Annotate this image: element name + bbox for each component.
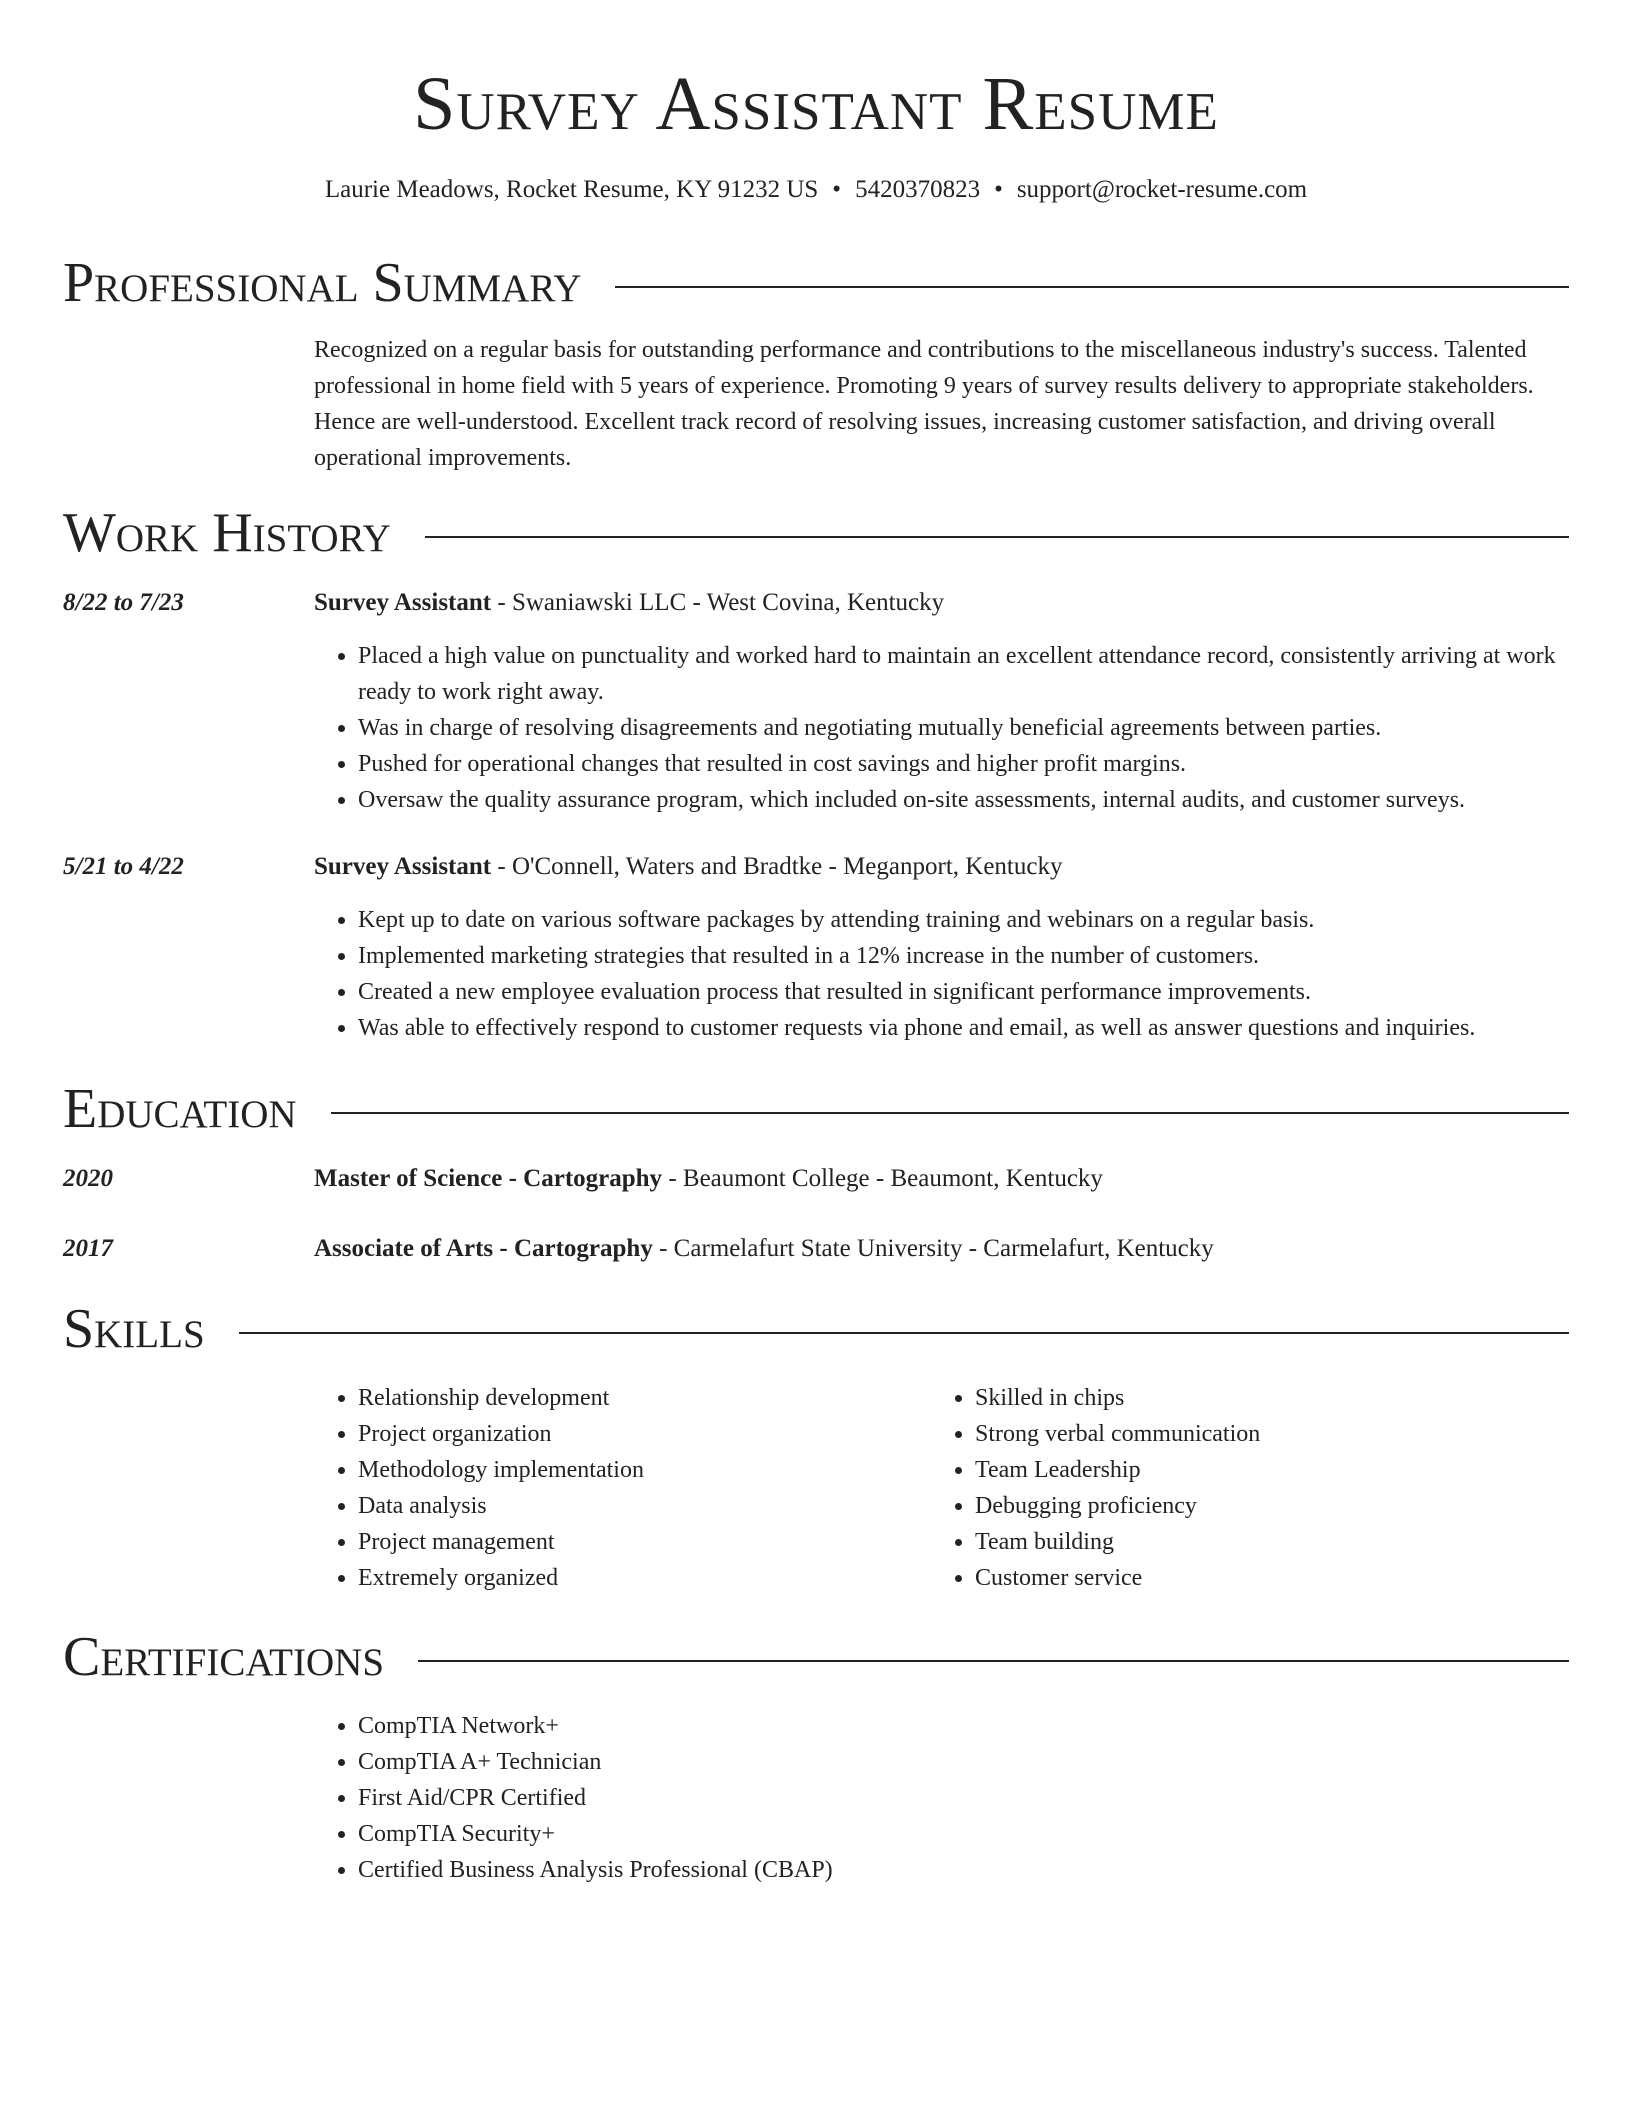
- education-year: 2020: [63, 1165, 113, 1192]
- skill-item: • Extremely organized: [358, 1560, 931, 1596]
- education-entry: [63, 1232, 1569, 1266]
- skill-item: • Data analysis: [358, 1488, 931, 1524]
- skill-item: • Strong verbal communication: [975, 1416, 1548, 1452]
- certification-item: • CompTIA A+ Technician: [358, 1744, 1569, 1780]
- education-details: - Beaumont College - Beaumont, Kentucky: [662, 1165, 1103, 1192]
- job-entry: [63, 586, 1569, 818]
- job-bullets: [314, 902, 1569, 1046]
- job-bullet: • Oversaw the quality assurance program, which included on-site assessments, internal audits, and customer surveys.: [358, 782, 1569, 818]
- section-heading-text: Professional Summary: [63, 252, 582, 314]
- section-professional-summary: [63, 250, 1569, 476]
- section-divider: [425, 536, 1569, 538]
- skills-column-right: [931, 1380, 1548, 1596]
- job-details: - Swaniawski LLC - West Covina, Kentucky: [491, 589, 945, 616]
- skill-item: • Project organization: [358, 1416, 931, 1452]
- skill-item: • Team Leadership: [975, 1452, 1548, 1488]
- summary-text: Recognized on a regular basis for outstanding performance and contributions to the miscellaneous industry's success. Talented professional in home field with 5 years of experience. Promoting 9 years of survey results delivery to appropriate stakeholders. Hence are well-understood. Excellent track record of resolving issues, increasing customer satisfaction, and driving overall operational improvements.: [314, 337, 1534, 471]
- job-bullet: • Was able to effectively respond to customer requests via phone and email, as well as answer questions and inquiries.: [358, 1010, 1569, 1046]
- contact-phone: 5420370823: [855, 176, 981, 203]
- certifications-list: [314, 1708, 1569, 1888]
- skill-item: • Project management: [358, 1524, 931, 1560]
- education-body: [314, 1162, 1569, 1196]
- job-bullet: • Created a new employee evaluation process that resulted in significant performance improvements.: [358, 974, 1569, 1010]
- section-heading: [63, 250, 1569, 316]
- education-body: [314, 1232, 1569, 1266]
- education-details: - Carmelafurt State University - Carmelafurt, Kentucky: [652, 1235, 1214, 1262]
- section-heading-text: Education: [63, 1078, 297, 1140]
- contact-email: support@rocket-resume.com: [1016, 176, 1308, 203]
- certification-item: • First Aid/CPR Certified: [358, 1780, 1569, 1816]
- education-year: 2017: [63, 1235, 113, 1262]
- job-heading: [314, 586, 1569, 620]
- section-divider: [331, 1112, 1569, 1114]
- job-bullet: • Placed a high value on punctuality and worked hard to maintain an excellent attendance record, consistently arriving at work ready to work right away.: [358, 638, 1569, 710]
- resume-title: Survey Assistant Resume: [413, 62, 1219, 146]
- certification-item: • Certified Business Analysis Professional (CBAP): [358, 1852, 1569, 1888]
- section-heading: [63, 1624, 1569, 1690]
- job-heading: [314, 850, 1569, 884]
- contact-line: [0, 174, 1632, 206]
- skill-item: • Team building: [975, 1524, 1548, 1560]
- section-divider: [418, 1660, 1569, 1662]
- section-work-history: [63, 500, 1569, 1046]
- skill-item: • Customer service: [975, 1560, 1548, 1596]
- skill-item: • Methodology implementation: [358, 1452, 931, 1488]
- section-heading: [63, 1296, 1569, 1362]
- section-heading-text: Skills: [63, 1298, 205, 1360]
- skill-item: • Skilled in chips: [975, 1380, 1548, 1416]
- job-entry: [63, 850, 1569, 1046]
- job-bullet: • Kept up to date on various software packages by attending training and webinars on a regular basis.: [358, 902, 1569, 938]
- job-bullets: [314, 638, 1569, 818]
- education-entry: [63, 1162, 1569, 1196]
- section-heading-text: Certifications: [63, 1626, 385, 1688]
- section-divider: [615, 286, 1569, 288]
- job-dates: 5/21 to 4/22: [63, 853, 184, 880]
- section-heading-text: Work History: [63, 502, 391, 564]
- job-bullet: • Pushed for operational changes that resulted in cost savings and higher profit margins.: [358, 746, 1569, 782]
- section-heading: [63, 1076, 1569, 1142]
- skills-list: [314, 1380, 1569, 1596]
- section-certifications: [63, 1624, 1569, 1888]
- certification-item: • CompTIA Network+: [358, 1708, 1569, 1744]
- job-details: - O'Connell, Waters and Bradtke - Meganport, Kentucky: [491, 853, 1063, 880]
- section-divider: [239, 1332, 1569, 1334]
- section-skills: [63, 1296, 1569, 1596]
- skill-item: • Relationship development: [358, 1380, 931, 1416]
- skills-column-left: [314, 1380, 931, 1596]
- job-body: [314, 586, 1569, 818]
- job-title: Survey Assistant: [314, 589, 492, 616]
- job-bullet: • Was in charge of resolving disagreements and negotiating mutually beneficial agreements between parties.: [358, 710, 1569, 746]
- job-bullet: • Implemented marketing strategies that resulted in a 12% increase in the number of customers.: [358, 938, 1569, 974]
- section-heading: [63, 500, 1569, 566]
- section-education: [63, 1076, 1569, 1266]
- job-body: [314, 850, 1569, 1046]
- job-dates: 8/22 to 7/23: [63, 589, 184, 616]
- skill-item: • Debugging proficiency: [975, 1488, 1548, 1524]
- education-degree: Master of Science - Cartography: [314, 1165, 663, 1192]
- contact-separator: •: [994, 176, 1003, 203]
- job-title: Survey Assistant: [314, 853, 492, 880]
- contact-separator: •: [832, 176, 842, 203]
- certification-item: • CompTIA Security+: [358, 1816, 1569, 1852]
- contact-address: Laurie Meadows, Rocket Resume, KY 91232 US: [324, 176, 819, 203]
- education-degree: Associate of Arts - Cartography: [314, 1235, 653, 1262]
